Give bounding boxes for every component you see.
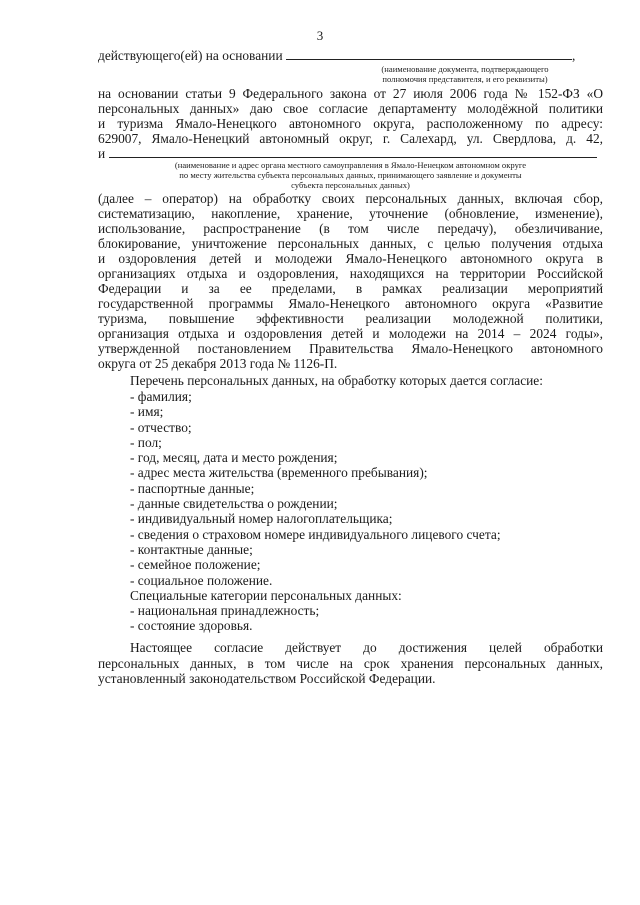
list-item: - паспортные данные;	[130, 480, 255, 496]
processing-line: систематизацию, накопление, хранение, уточнение (обновление, изменение),	[98, 206, 603, 221]
processing-line: округа от 25 декабря 2013 года № 1126-П.	[98, 356, 338, 371]
basis-lead: действующего(ей) на основании	[98, 48, 283, 63]
list-item: - пол;	[130, 434, 162, 450]
validity-line: персональных данных, в том числе на срок хранения персональных данных,	[98, 656, 603, 671]
basis-blank	[286, 49, 572, 60]
basis-note-2: полномочия представителя, и его реквизиты)	[382, 74, 548, 84]
basis-line	[98, 48, 603, 63]
operator-lead: и	[98, 146, 106, 161]
consent-line: и туризма Ямало-Ненецкого автономного округа, расположенному по адресу:	[98, 116, 603, 131]
list-item: - социальное положение.	[130, 572, 273, 588]
basis-trail: ,	[572, 48, 576, 63]
list-heading: Перечень персональных данных, на обработку которых дается согласие:	[130, 373, 543, 388]
operator-note-1: (наименование и адрес органа местного самоуправления в Ямало-Ненецком автономном округе	[174, 160, 527, 170]
list-item: - отчество;	[130, 419, 192, 435]
operator-line	[98, 146, 603, 161]
list-item: - фамилия;	[130, 389, 192, 404]
operator-blank	[109, 147, 597, 158]
processing-line: блокирование, уничтожение персональных данных, с целью получения отдыха	[98, 236, 603, 251]
list-item: - данные свидетельства о рождении;	[130, 496, 338, 512]
list-item: - сведения о страховом номере индивидуального лицевого счета;	[130, 526, 501, 542]
list-item: - год, месяц, дата и место рождения;	[130, 450, 338, 466]
list-item: - имя;	[130, 404, 164, 420]
validity-line: установленный законодательством Российской Федерации.	[98, 671, 436, 686]
operator-note-3: субъекта персональных данных)	[291, 180, 410, 190]
processing-line: и оздоровления детей и молодежи Ямало-Ненецкого автономного округа в	[98, 251, 603, 266]
consent-line: персональных данных» даю свое согласие департаменту молодёжной политики	[98, 101, 603, 116]
list-item: - контактные данные;	[130, 541, 253, 557]
list-item: - индивидуальный номер налогоплательщика;	[130, 511, 393, 527]
basis-note-1: (наименование документа, подтверждающего	[381, 64, 549, 74]
processing-line: утвержденной постановлением Правительства Ямало-Ненецкого автономного	[98, 341, 603, 356]
list-item: - адрес места жительства (временного пребывания);	[130, 465, 428, 481]
processing-line: использование, распространение (в том числе передачу), обезличивание,	[98, 221, 603, 236]
processing-line: организация отдыха и оздоровления детей и молодежи на 2014 – 2024 годы»,	[98, 326, 603, 341]
operator-note-2: по месту жительства субъекта персональных данных, принимающего заявление и документы	[179, 170, 522, 180]
personal-data-list	[130, 389, 501, 634]
consent-line: 629007, Ямало-Ненецкий автономный округ, г. Салехард, ул. Свердлова, д. 42,	[98, 131, 603, 146]
list-item: - семейное положение;	[130, 557, 261, 573]
processing-line: Федерации и за ее пределами, в рамках реализации мероприятий	[98, 281, 603, 296]
list-item: - национальная принадлежность;	[130, 603, 320, 619]
page-number: 3	[316, 28, 324, 43]
consent-line: на основании статьи 9 Федерального закона от 27 июля 2006 года № 152-ФЗ «О	[98, 86, 603, 101]
list-item: - состояние здоровья.	[130, 618, 253, 634]
processing-line: государственной программы Ямало-Ненецкого автономного округа «Развитие	[98, 296, 603, 311]
validity-line: Настоящее согласие действует до достижения целей обработки	[130, 640, 603, 655]
processing-line: (далее – оператор) на обработку своих персональных данных, включая сбор,	[98, 191, 603, 206]
processing-line: туризма, повышение эффективности реализации молодежной политики,	[98, 311, 603, 326]
processing-line: организациях отдыха и оздоровления, находящихся на территории Российской	[98, 266, 603, 281]
special-heading: Специальные категории персональных данных:	[130, 587, 402, 603]
